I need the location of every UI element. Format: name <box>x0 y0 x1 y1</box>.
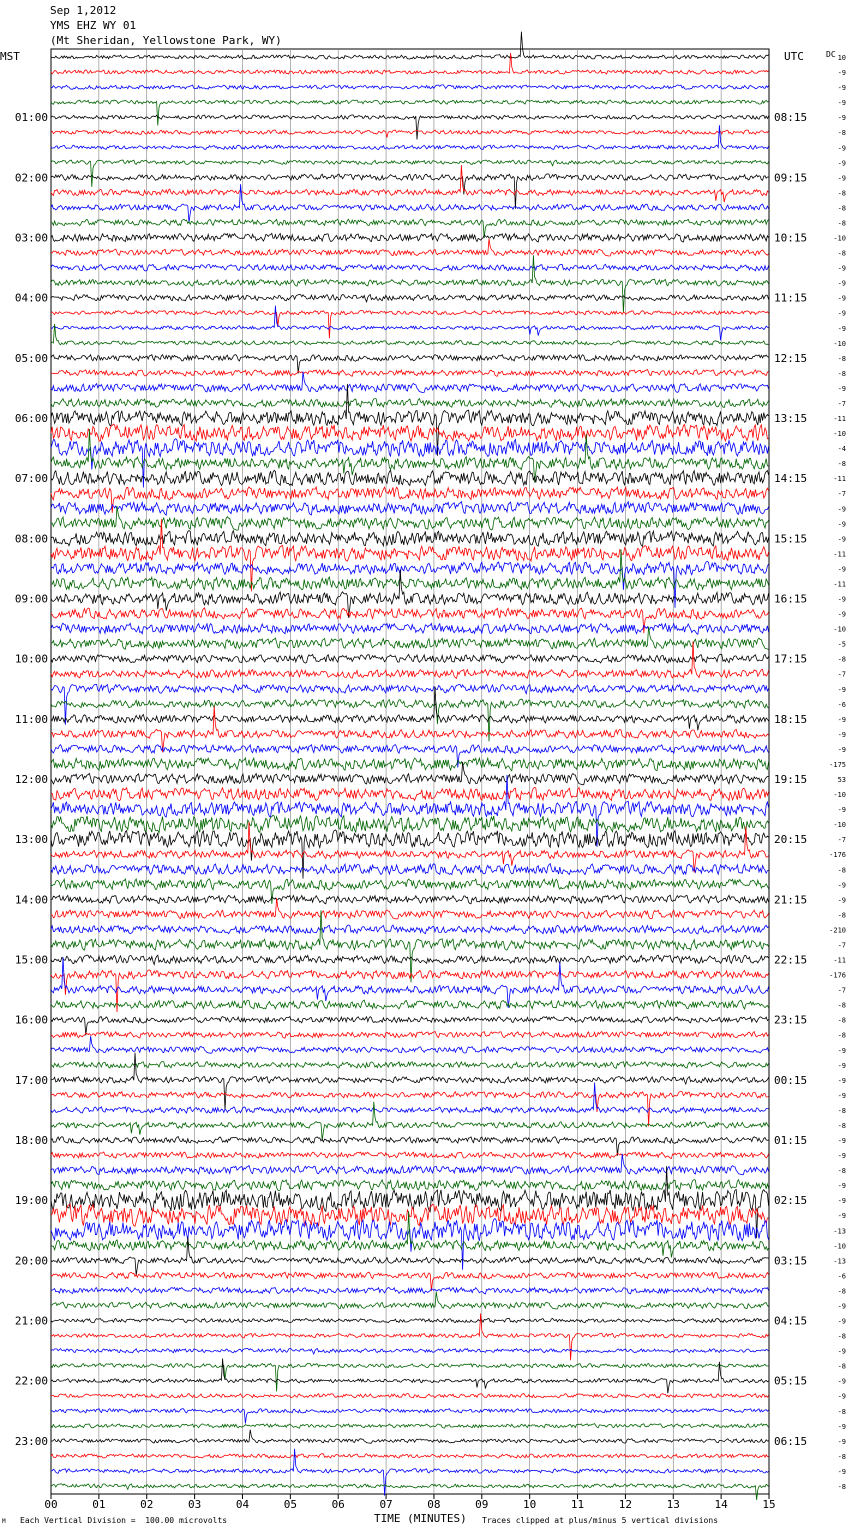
trace-row <box>51 470 769 485</box>
trace-row <box>51 1154 769 1175</box>
hour-label-mst: 07:00 <box>14 472 48 486</box>
trace-row <box>51 549 769 589</box>
dc-offset-label: -8 <box>837 655 846 664</box>
clip-note: Traces clipped at plus/minus 5 vertical divisions <box>482 1516 719 1525</box>
dc-offset-label: -10 <box>833 791 846 800</box>
x-tick-label: 08 <box>427 1498 441 1511</box>
dc-offset-label: -6 <box>837 1272 846 1281</box>
dc-offset-label: -9 <box>837 535 846 544</box>
dc-offset-label: -9 <box>837 1377 846 1386</box>
hour-label-mst: 17:00 <box>14 1073 48 1087</box>
hour-label-mst: 01:00 <box>14 111 48 125</box>
dc-offset-label: -9 <box>837 264 846 273</box>
trace-row <box>51 758 769 771</box>
dc-offset-label: -9 <box>837 294 846 303</box>
trace-row <box>51 1083 769 1113</box>
trace-row <box>51 1484 769 1500</box>
dc-offset-label: -9 <box>837 685 846 694</box>
dc-offset-label: -9 <box>837 1182 846 1191</box>
x-tick-label: 01 <box>92 1498 106 1511</box>
dc-offset-label: -9 <box>837 565 846 574</box>
dc-offset-label: -210 <box>829 926 846 935</box>
dc-offset-label: -10 <box>833 1242 846 1251</box>
x-tick-label: 00 <box>44 1498 58 1511</box>
dc-offset-label: -176 <box>829 851 846 860</box>
x-tick-label: 12 <box>618 1498 633 1511</box>
dc-offset-label: -10 <box>833 625 846 634</box>
dc-offset-label: -8 <box>837 1452 846 1461</box>
hour-label-utc: 10:15 <box>774 231 808 245</box>
dc-offset-label: -9 <box>837 1076 846 1085</box>
hour-label-utc: 14:15 <box>774 472 808 486</box>
trace-row <box>51 32 769 59</box>
trace-row <box>51 264 769 271</box>
trace-row <box>51 623 769 634</box>
trace-row <box>51 1036 769 1053</box>
dc-offset-label: -8 <box>837 129 846 138</box>
dc-offset-label: -9 <box>837 881 846 890</box>
trace-row <box>51 174 769 209</box>
hour-label-mst: 20:00 <box>14 1254 48 1268</box>
trace-row <box>51 1292 769 1309</box>
dc-offset-label: -8 <box>837 189 846 198</box>
dc-offset-label: -7 <box>837 986 846 995</box>
hour-label-utc: 04:15 <box>774 1314 808 1328</box>
hour-label-utc: 01:15 <box>774 1134 808 1148</box>
dc-offset-label: -8 <box>837 369 846 378</box>
trace-row <box>51 1424 769 1429</box>
dc-offset-label: -13 <box>833 1257 846 1266</box>
x-tick-label: 15 <box>762 1498 776 1511</box>
trace-row <box>51 822 769 873</box>
x-axis-title: TIME (MINUTES) <box>374 1512 467 1525</box>
hour-label-mst: 05:00 <box>14 351 48 365</box>
hour-label-utc: 03:15 <box>774 1254 808 1268</box>
x-tick-label: 05 <box>283 1498 297 1511</box>
dc-offset-label: -8 <box>837 1483 846 1491</box>
dc-offset-label: -8 <box>837 1407 846 1416</box>
hour-label-mst: 06:00 <box>14 412 48 426</box>
trace-row <box>51 745 769 768</box>
dc-offset-label: 53 <box>837 776 846 785</box>
trace-row <box>51 1102 769 1141</box>
trace-row <box>51 531 769 547</box>
x-tick-label: 10 <box>523 1498 537 1511</box>
hour-label-utc: 02:15 <box>774 1194 808 1208</box>
trace-row <box>51 955 769 964</box>
x-tick-label: 03 <box>187 1498 202 1511</box>
trace-row <box>51 160 769 187</box>
trace-row <box>51 1409 769 1424</box>
dc-offset-label: -9 <box>837 610 846 619</box>
hour-label-mst: 21:00 <box>14 1314 48 1328</box>
dc-offset-label: -8 <box>837 460 846 469</box>
header-station: YMS EHZ WY 01 <box>50 19 137 32</box>
dc-offset-label: -8 <box>837 249 846 258</box>
dc-offset-label: -9 <box>837 505 846 514</box>
dc-offset-label: -7 <box>837 836 846 845</box>
trace-row <box>51 1031 769 1038</box>
x-tick-label: 04 <box>235 1498 250 1511</box>
dc-offset-label: -8 <box>837 204 846 213</box>
trace-row <box>51 165 769 202</box>
trace-row <box>51 424 769 441</box>
dc-offset-label: -8 <box>837 1332 846 1341</box>
hour-label-utc: 18:15 <box>774 712 808 726</box>
trace-row <box>51 687 769 731</box>
hour-label-utc: 19:15 <box>774 773 808 787</box>
hour-label-utc: 06:15 <box>774 1434 808 1448</box>
hour-label-mst: 22:00 <box>14 1374 48 1388</box>
dc-offset-label: -9 <box>837 1046 846 1055</box>
scale-note: Each Vertical Division = 100.00 microvolts <box>20 1516 228 1525</box>
dc-offset-label: 10 <box>837 54 846 62</box>
trace-row <box>51 372 769 393</box>
trace-row <box>51 787 769 800</box>
hour-label-mst: 11:00 <box>14 712 48 726</box>
dc-offset-label: -175 <box>829 760 846 769</box>
hour-label-utc: 16:15 <box>774 592 808 606</box>
x-tick-label: 09 <box>475 1498 489 1511</box>
trace-row <box>51 654 769 663</box>
trace-row <box>51 608 769 633</box>
dc-offset-label: -9 <box>837 745 846 754</box>
dc-offset-label: -9 <box>837 1137 846 1146</box>
hour-label-utc: 00:15 <box>774 1073 808 1087</box>
dc-offset-label: -9 <box>837 1091 846 1100</box>
dc-offset-label: -9 <box>837 1392 846 1401</box>
dc-offset-label: -9 <box>837 806 846 815</box>
dc-offset-label: -11 <box>833 956 846 965</box>
hour-label-mst: 02:00 <box>14 171 48 185</box>
dc-offset-label: -9 <box>837 730 846 739</box>
dc-offset-label: -8 <box>837 1106 846 1115</box>
dc-offset-label: -9 <box>837 1317 846 1326</box>
dc-offset-label: -9 <box>837 69 846 78</box>
hour-label-mst: 16:00 <box>14 1013 48 1027</box>
dc-offset-label: -4 <box>837 445 846 454</box>
hour-label-utc: 13:15 <box>774 412 808 426</box>
trace-row <box>51 1237 769 1276</box>
hour-label-utc: 11:15 <box>774 291 808 305</box>
trace-row <box>51 910 769 982</box>
dc-offset-label: -9 <box>837 309 846 318</box>
x-tick-label: 11 <box>570 1498 585 1511</box>
trace-row <box>51 310 769 338</box>
dc-offset-label: -7 <box>837 670 846 679</box>
trace-row <box>51 1430 769 1444</box>
trace-row <box>51 1137 769 1156</box>
dc-offset-label: -8 <box>837 354 846 363</box>
hour-label-utc: 09:15 <box>774 171 808 185</box>
dc-offset-label: -9 <box>837 159 846 168</box>
trace-row <box>51 1287 769 1294</box>
x-tick-label: 02 <box>140 1498 154 1511</box>
trace-row <box>51 1348 769 1354</box>
trace-row <box>51 100 769 126</box>
trace-row <box>51 85 769 89</box>
dc-offset-label: -9 <box>837 114 846 123</box>
trace-row <box>51 895 769 904</box>
dc-offset-label: -9 <box>837 174 846 183</box>
dc-offset-label: -9 <box>837 1212 846 1221</box>
hour-label-mst: 12:00 <box>14 773 48 787</box>
dc-offset-label: -9 <box>837 595 846 604</box>
dc-offset-label: -7 <box>837 490 846 499</box>
x-tick-label: 13 <box>666 1498 680 1511</box>
dc-offset-label: -7 <box>837 941 846 950</box>
hour-label-utc: 21:15 <box>774 893 808 907</box>
hour-label-utc: 23:15 <box>774 1013 808 1027</box>
trace-row <box>51 1363 769 1391</box>
trace-row <box>51 1359 769 1394</box>
dc-offset-label: -5 <box>837 640 846 649</box>
dc-offset-label: -11 <box>833 415 846 424</box>
trace-row <box>51 815 769 833</box>
header-date: Sep 1,2012 <box>50 4 117 17</box>
trace-row <box>51 879 769 904</box>
dc-offset-label: -8 <box>837 1031 846 1040</box>
hour-label-utc: 12:15 <box>774 351 808 365</box>
trace-row <box>51 1394 769 1398</box>
trace-row <box>51 384 769 456</box>
hour-label-mst: 04:00 <box>14 291 48 305</box>
dc-offset-label: -10 <box>833 821 846 830</box>
dc-offset-label: -8 <box>837 1121 846 1130</box>
hour-label-mst: 15:00 <box>14 953 48 967</box>
dc-offset-label: -8 <box>837 911 846 920</box>
dc-label: DC <box>826 50 836 59</box>
left-timezone-label: MST <box>0 50 20 63</box>
trace-row <box>51 239 769 256</box>
dc-offset-label: -8 <box>837 1167 846 1176</box>
corner-mark: M <box>2 1518 6 1525</box>
trace-row <box>51 1204 769 1226</box>
dc-offset-label: -11 <box>833 580 846 589</box>
dc-offset-label: -9 <box>837 1422 846 1431</box>
trace-row <box>51 1318 769 1322</box>
hour-label-mst: 23:00 <box>14 1434 48 1448</box>
dc-offset-label: -9 <box>837 1197 846 1206</box>
trace-row <box>51 1062 769 1069</box>
dc-offset-label: -13 <box>833 1227 846 1236</box>
dc-offset-label: -176 <box>829 971 846 980</box>
hour-label-mst: 03:00 <box>14 231 48 245</box>
hour-label-mst: 09:00 <box>14 592 48 606</box>
hour-label-mst: 19:00 <box>14 1194 48 1208</box>
dc-offset-label: -8 <box>837 1287 846 1296</box>
trace-row <box>51 1152 769 1159</box>
header-location: (Mt Sheridan, Yellowstone Park, WY) <box>50 34 282 47</box>
dc-offset-label: -8 <box>837 1016 846 1025</box>
dc-offset-label: -9 <box>837 1152 846 1161</box>
trace-row <box>51 130 769 138</box>
dc-offset-label: -9 <box>837 384 846 393</box>
trace-row <box>51 255 769 313</box>
dc-offset-label: -9 <box>837 99 846 108</box>
dc-offset-label: -11 <box>833 475 846 484</box>
dc-offset-label: -10 <box>833 430 846 439</box>
trace-row <box>51 1180 769 1191</box>
trace-row <box>51 1000 769 1009</box>
dc-offset-label: -9 <box>837 1302 846 1311</box>
trace-row <box>51 294 769 302</box>
dc-offset-label: -9 <box>837 1347 846 1356</box>
trace-row <box>51 1166 769 1238</box>
trace-row <box>51 699 769 741</box>
trace-row <box>51 502 769 515</box>
hour-label-utc: 08:15 <box>774 111 808 125</box>
dc-offset-label: -11 <box>833 550 846 559</box>
trace-row <box>51 439 769 488</box>
dc-offset-label: -10 <box>833 234 846 243</box>
hour-label-utc: 20:15 <box>774 833 808 847</box>
trace-row <box>51 925 769 934</box>
dc-offset-label: -9 <box>837 896 846 905</box>
trace-row <box>51 1053 769 1111</box>
hour-label-mst: 13:00 <box>14 833 48 847</box>
hour-label-mst: 10:00 <box>14 652 48 666</box>
trace-row <box>51 1454 769 1459</box>
hour-label-utc: 15:15 <box>774 532 808 546</box>
dc-offset-label: -9 <box>837 324 846 333</box>
dc-offset-label: -9 <box>837 279 846 288</box>
dc-offset-label: -9 <box>837 84 846 93</box>
dc-offset-label: -9 <box>837 144 846 153</box>
hour-label-mst: 08:00 <box>14 532 48 546</box>
hour-label-mst: 18:00 <box>14 1134 48 1148</box>
dc-offset-label: -10 <box>833 339 846 348</box>
trace-row <box>51 370 769 377</box>
trace-row <box>51 570 769 618</box>
hour-label-mst: 14:00 <box>14 893 48 907</box>
trace-row <box>51 1272 769 1291</box>
trace-row <box>51 864 769 875</box>
trace-row <box>51 898 769 919</box>
dc-offset-label: -9 <box>837 520 846 529</box>
dc-offset-label: -6 <box>837 700 846 709</box>
right-timezone-label: UTC <box>784 50 804 63</box>
trace-row <box>51 125 769 149</box>
trace-row <box>51 184 769 223</box>
plot-frame <box>51 49 769 1494</box>
x-tick-label: 14 <box>714 1498 728 1511</box>
dc-offset-label: -8 <box>837 219 846 228</box>
x-tick-label: 06 <box>331 1498 345 1511</box>
dc-offset-label: -9 <box>837 1437 846 1446</box>
hour-label-utc: 22:15 <box>774 953 808 967</box>
trace-row <box>51 233 769 242</box>
hour-label-utc: 05:15 <box>774 1374 808 1388</box>
dc-offset-label: -8 <box>837 1001 846 1010</box>
x-tick-label: 07 <box>379 1498 393 1511</box>
dc-offset-label: -9 <box>837 715 846 724</box>
dc-offset-label: -8 <box>837 866 846 875</box>
trace-row <box>51 957 769 1008</box>
hour-label-utc: 17:15 <box>774 652 808 666</box>
dc-offset-label: -7 <box>837 399 846 408</box>
dc-offset-label: -9 <box>837 1467 846 1476</box>
dc-offset-label: -8 <box>837 1362 846 1371</box>
trace-row <box>51 399 769 408</box>
dc-offset-label: -9 <box>837 1061 846 1070</box>
